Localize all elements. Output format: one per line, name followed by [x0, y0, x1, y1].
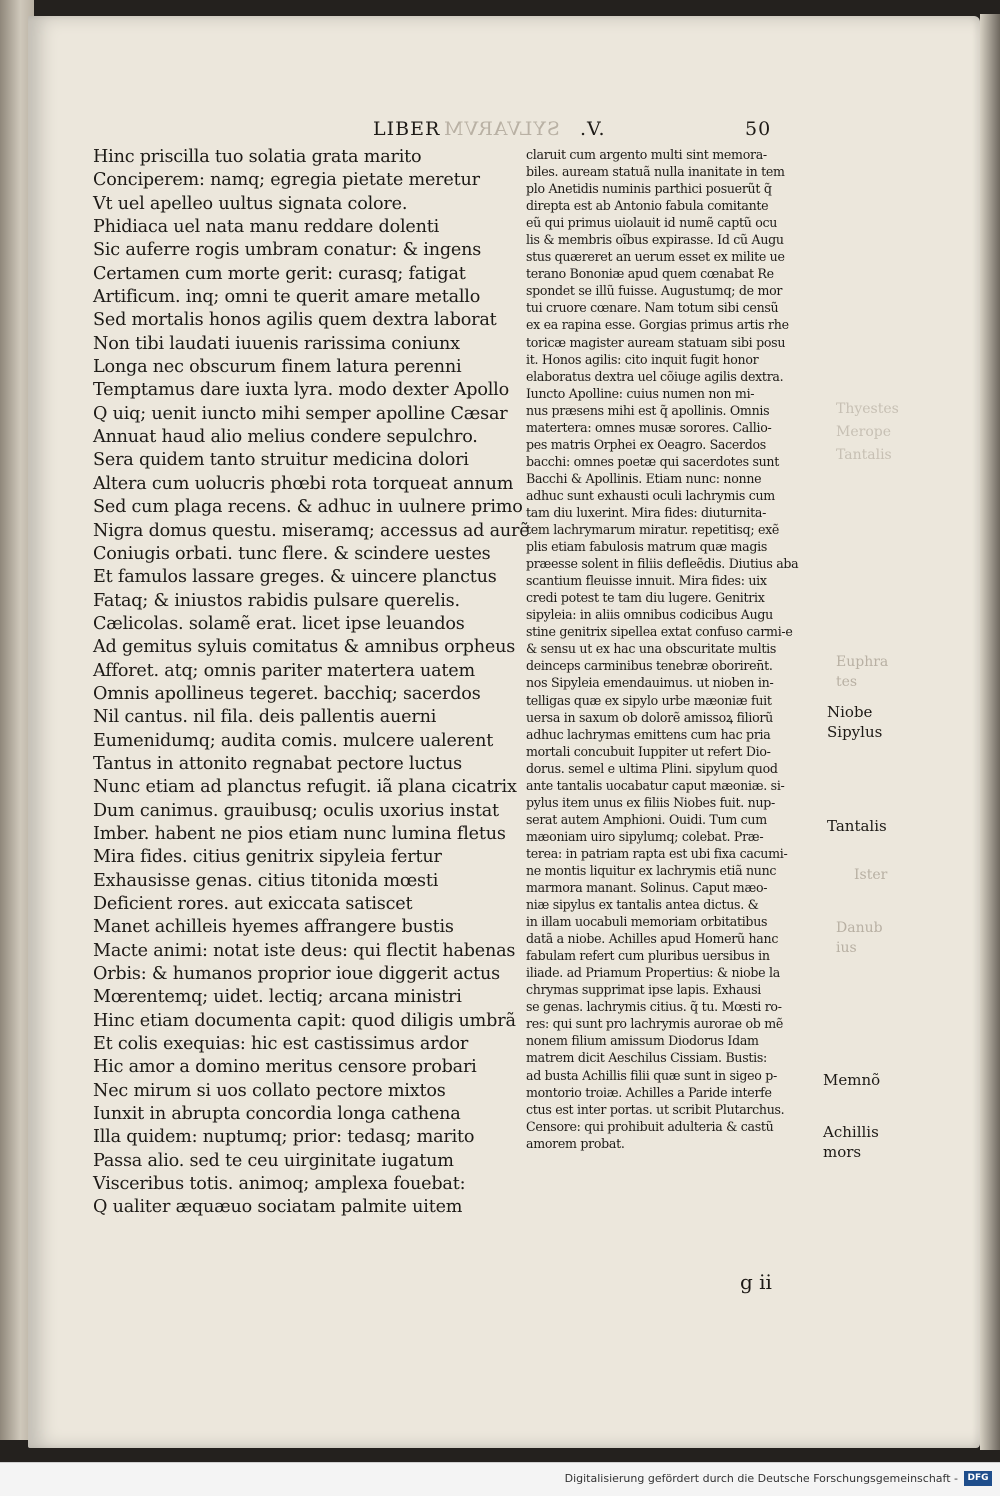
- commentary-line: iliade. ad Priamum Propertius: & niobe la: [526, 965, 780, 981]
- verse-line: Dum canimus. grauibusq; oculis uxorius instat: [93, 800, 499, 821]
- verse-line: Macte animi: notat iste deus: qui flectit habenas: [93, 940, 516, 961]
- margin-note-mors: mors: [823, 1143, 862, 1161]
- verse-line: Sic auferre rogis umbram conatur: & ingens: [93, 240, 482, 261]
- commentary-line: terea: in patriam rapta est ubi fixa cacumi-: [526, 845, 788, 861]
- verse-line: Annuat haud alio melius condere sepulchro.: [93, 427, 478, 448]
- commentary-line: matrem dicit Aeschilus Cissiam. Bustis:: [526, 1050, 767, 1066]
- commentary-line: tui cruore cœnare. Nam totum sibi censũ: [526, 300, 779, 316]
- commentary-line: res: qui sunt pro lachrymis aurorae ob mẽ: [526, 1016, 784, 1032]
- verse-line: Nunc etiam ad planctus refugit. iã plana cicatrix: [93, 777, 517, 798]
- verse-line: Tantus in attonito regnabat pectore luctus: [93, 753, 462, 774]
- commentary-line: præesse solent in filiis defleẽdis. Diutius aba: [526, 556, 799, 572]
- verse-line: Sera quidem tanto struitur medicina dolori: [93, 450, 469, 471]
- commentary-line: marmora manant. Solinus. Caput mæo-: [526, 880, 768, 896]
- commentary-line: montorio troiæ. Achilles a Paride interfe: [526, 1084, 772, 1100]
- commentary-line: it. Honos agilis: cito inquit fugit honor: [526, 351, 759, 367]
- commentary-line: adhuc lachrymas emittens cum hac pria: [526, 726, 771, 742]
- verse-line: Manet achilleis hyemes affrangere bustis: [93, 917, 454, 938]
- margin-note-tantalis: Tantalis: [827, 817, 887, 835]
- verse-line: Vt uel apelleo uultus signata colore.: [93, 193, 408, 214]
- commentary-line: plo Anetidis numinis parthici posuerũt q̃: [526, 181, 772, 197]
- commentary-column: [526, 146, 826, 1152]
- verse-line: Afforet. atq; omnis pariter matertera uatem: [93, 660, 475, 681]
- verse-line: Orbis: & humanos proprior ioue diggerit actus: [93, 964, 500, 985]
- showthrough-right-4: Danub ius: [836, 920, 883, 956]
- commentary-line: lis & membris oĩbus expirasse. Id cũ Augu: [526, 232, 784, 248]
- commentary-line: nos Sipyleia emendauimus. ut nioben in-: [526, 675, 774, 691]
- commentary-line: matertera: omnes musæ sorores. Callio-: [526, 419, 772, 435]
- commentary-line: in illam uocabuli memoriam orbitatibus: [526, 914, 768, 930]
- verse-line: Passa alio. sed te ceu uirginitate iugatum: [93, 1150, 454, 1171]
- folio-number: 50: [745, 118, 772, 140]
- commentary-line: nus præsens mihi est q̃ apollinis. Omnis: [526, 402, 770, 418]
- verse-line: Deficient rores. aut exiccata satiscet: [93, 894, 413, 914]
- commentary-line: ctus est inter portas. ut scribit Plutarchus.: [526, 1101, 785, 1117]
- commentary-line: pes matris Orphei ex Oeagro. Sacerdos: [526, 436, 766, 452]
- verse-line: Nil cantus. nil fila. deis pallentis auerni: [93, 707, 437, 728]
- footer-credit: Digitalisierung gefördert durch die Deutsche Forschungsgemeinschaft -: [564, 1472, 958, 1485]
- header-ghost-title: SYLVARVM: [443, 118, 560, 140]
- verse-line: Nigra domus questu. miseramq; accessus ad aurẽ: [93, 520, 530, 541]
- commentary-line: ex ea rapina esse. Gorgias primus artis rhe: [526, 317, 789, 333]
- showthrough-right: Thyestes Merope Tantalis: [836, 401, 899, 463]
- commentary-line: Bacchi & Apollinis. Etiam nunc: nonne: [526, 470, 762, 486]
- verse-column: [93, 146, 530, 1220]
- commentary-line: toricæ magister auream statuam sibi posu: [526, 334, 786, 350]
- commentary-line: mortali concubuit Iuppiter ut refert Dio-: [526, 743, 771, 759]
- verse-line: Certamen cum morte gerit: curasq; fatigat: [93, 263, 466, 284]
- verse-line: Sed cum plaga recens. & adhuc in uulnere primo: [93, 497, 523, 518]
- commentary-line: stine genitrix sipellea extat confuso carmi-e: [526, 624, 793, 640]
- showthrough-right-2: Euphra tes: [836, 654, 889, 690]
- verse-line: Nec mirum si uos collato pectore mixtos: [93, 1080, 446, 1101]
- verse-line: Illa quidem: nuptumq; prior: tedasq; marito: [93, 1127, 475, 1148]
- header-liber: LIBER: [373, 118, 441, 140]
- verse-line: Mœrentemq; uidet. lectiq; arcana ministri: [93, 987, 462, 1008]
- commentary-line: plis etiam fabulosis matrum quæ magis: [526, 539, 767, 555]
- commentary-line: spondet se illũ fuisse. Augustumq; de mor: [526, 283, 783, 299]
- verse-line: Cælicolas. solamẽ erat. licet ipse leuandos: [93, 613, 465, 634]
- verse-line: Phidiaca uel nata manu reddare dolenti: [93, 217, 440, 238]
- commentary-line: uersa in saxum ob dolorẽ amissoꝝ filiorũ: [526, 709, 773, 725]
- commentary-line: tam diu luxerint. Mira fides: diuturnita-: [526, 504, 767, 520]
- margin-note-niobe: Niobe: [827, 703, 873, 721]
- commentary-line: amorem probat.: [526, 1135, 625, 1151]
- commentary-line: adhuc sunt exhausti oculi lachrymis cum: [526, 487, 775, 503]
- verse-line: Q ualiter æquæuo sociatam palmite uitem: [93, 1197, 463, 1218]
- verse-line: Hic amor a domino meritus censore probari: [93, 1057, 477, 1078]
- showthrough-right-3: Ister: [854, 867, 888, 883]
- commentary-line: fabulam refert cum pluribus uersibus in: [526, 948, 770, 964]
- commentary-line: ante tantalis uocabatur caput mæoniæ. si-: [526, 777, 785, 793]
- verse-line: Imber. habent ne pios etiam nunc lumina fletus: [93, 823, 506, 844]
- verse-line: Ad gemitus syluis comitatus & amnibus orpheus: [93, 637, 516, 658]
- commentary-line: direpta est ab Antonio fabula comitante: [526, 198, 769, 214]
- commentary-line: pylus item unus ex filiis Niobes fuit. nup-: [526, 794, 775, 810]
- commentary-line: chrymas supprimat ipse lapis. Exhausi: [526, 982, 761, 998]
- header-book-number: .V.: [580, 118, 606, 140]
- verse-line: Et colis exequias: hic est castissimus ardor: [93, 1034, 469, 1055]
- commentary-line: telligas quæ ex sipylo urbe mæoniæ fuit: [526, 692, 772, 708]
- verse-line: Coniugis orbati. tunc flere. & scindere uestes: [93, 543, 491, 564]
- commentary-line: scantium fleuisse innuit. Mira fides: uix: [526, 573, 767, 589]
- dfg-logo-icon: DFG: [964, 1471, 992, 1486]
- commentary-line: niæ sipylus ex tantalis antea dictus. &: [526, 897, 759, 913]
- verse-line: Conciperem: namq; egregia pietate meretur: [93, 170, 480, 191]
- verse-line: Q uiq; uenit iuncto mihi semper apolline Cæsar: [93, 403, 508, 424]
- book-edge: [980, 14, 1000, 1450]
- commentary-line: se genas. lachrymis citius. q̃ tu. Mœsti ro-: [526, 999, 782, 1015]
- commentary-line: deinceps carminibus tenebræ oboriren̄t.: [526, 658, 773, 674]
- commentary-line: serat autem Amphioni. Ouidi. Tum cum: [526, 811, 767, 827]
- verse-line: Fataq; & iniustos rabidis pulsare querelis.: [93, 590, 460, 611]
- commentary-line: ne montis liquitur ex lachrymis etiã nunc: [526, 862, 777, 878]
- commentary-line: & sensu ut ex hac una obscuritate multis: [526, 641, 776, 657]
- margin-note-achillis: Achillis: [823, 1123, 879, 1141]
- margin-note-sipylus: Sipylus: [827, 723, 883, 741]
- verse-line: Et famulos lassare greges. & uincere planctus: [93, 567, 497, 588]
- commentary-line: mæoniam uiro sipylumq; colebat. Præ-: [526, 828, 764, 844]
- verse-line: Omnis apollineus tegeret. bacchiq; sacerdos: [93, 683, 481, 704]
- verse-line: Longa nec obscurum finem latura perenni: [93, 357, 462, 378]
- commentary-line: dorus. semel e ultima Plini. sipylum quod: [526, 760, 778, 776]
- footer-bar: [0, 1462, 1000, 1496]
- commentary-line: datã a niobe. Achilles apud Homerũ hanc: [526, 931, 779, 947]
- running-header: [373, 118, 773, 144]
- commentary-line: bacchi: omnes poetæ qui sacerdotes sunt: [526, 453, 779, 469]
- verse-line: Mira fides. citius genitrix sipyleia fertur: [93, 847, 442, 868]
- verse-line: Altera cum uolucris phœbi rota torqueat annum: [93, 473, 514, 494]
- commentary-line: ad busta Achillis filii quæ sunt in sigeo p-: [526, 1067, 778, 1083]
- commentary-line: nonem filium amissum Diodorus Idam: [526, 1033, 759, 1049]
- verse-line: Eumenidumq; audita comis. mulcere ualerent: [93, 730, 494, 751]
- commentary-line: Iuncto Apolline: cuius numen non mi-: [526, 385, 755, 401]
- commentary-line: sipyleia: in aliis omnibus codicibus Augu: [526, 607, 773, 623]
- commentary-line: elaboratus dextra uel cõiuge agilis dextra.: [526, 368, 784, 384]
- commentary-line: claruit cum argento multi sint memora-: [526, 147, 767, 162]
- commentary-line: eũ qui primus uiolauit id numẽ captũ ocu: [526, 215, 778, 231]
- verse-line: Sed mortalis honos agilis quem dextra laborat: [93, 310, 497, 331]
- verse-line: Temptamus dare iuxta lyra. modo dexter Apollo: [93, 380, 509, 401]
- verse-line: Exhausisse genas. citius titonida mœsti: [93, 870, 439, 891]
- verse-line: Hinc priscilla tuo solatia grata marito: [93, 147, 422, 167]
- verse-line: Visceribus totis. animoq; amplexa fouebat:: [93, 1174, 466, 1195]
- verse-line: Non tibi laudati iuuenis rarissima coniunx: [93, 333, 460, 354]
- commentary-line: stus quæreret an uerum esset ex milite ue: [526, 249, 785, 265]
- commentary-line: tem lachrymarum miratur. repetitisq; exẽ: [526, 522, 780, 538]
- commentary-line: biles. auream statuã nulla inanitate in tem: [526, 164, 785, 180]
- commentary-line: Censore: qui prohibuit adulteria & castũ: [526, 1118, 774, 1134]
- margin-note-memnon: Memnõ: [823, 1071, 881, 1089]
- verse-line: Artificum. inq; omni te querit amare metallo: [93, 287, 481, 308]
- verse-line: Hinc etiam documenta capit: quod diligis umbrã: [93, 1010, 516, 1031]
- signature-mark: g ii: [740, 1270, 772, 1294]
- commentary-line: credi potest te tam diu lugere. Genitrix: [526, 590, 765, 606]
- verse-line: Iunxit in abrupta concordia longa cathena: [93, 1104, 461, 1125]
- commentary-line: terano Bononiæ apud quem cœnabat Re: [526, 266, 774, 282]
